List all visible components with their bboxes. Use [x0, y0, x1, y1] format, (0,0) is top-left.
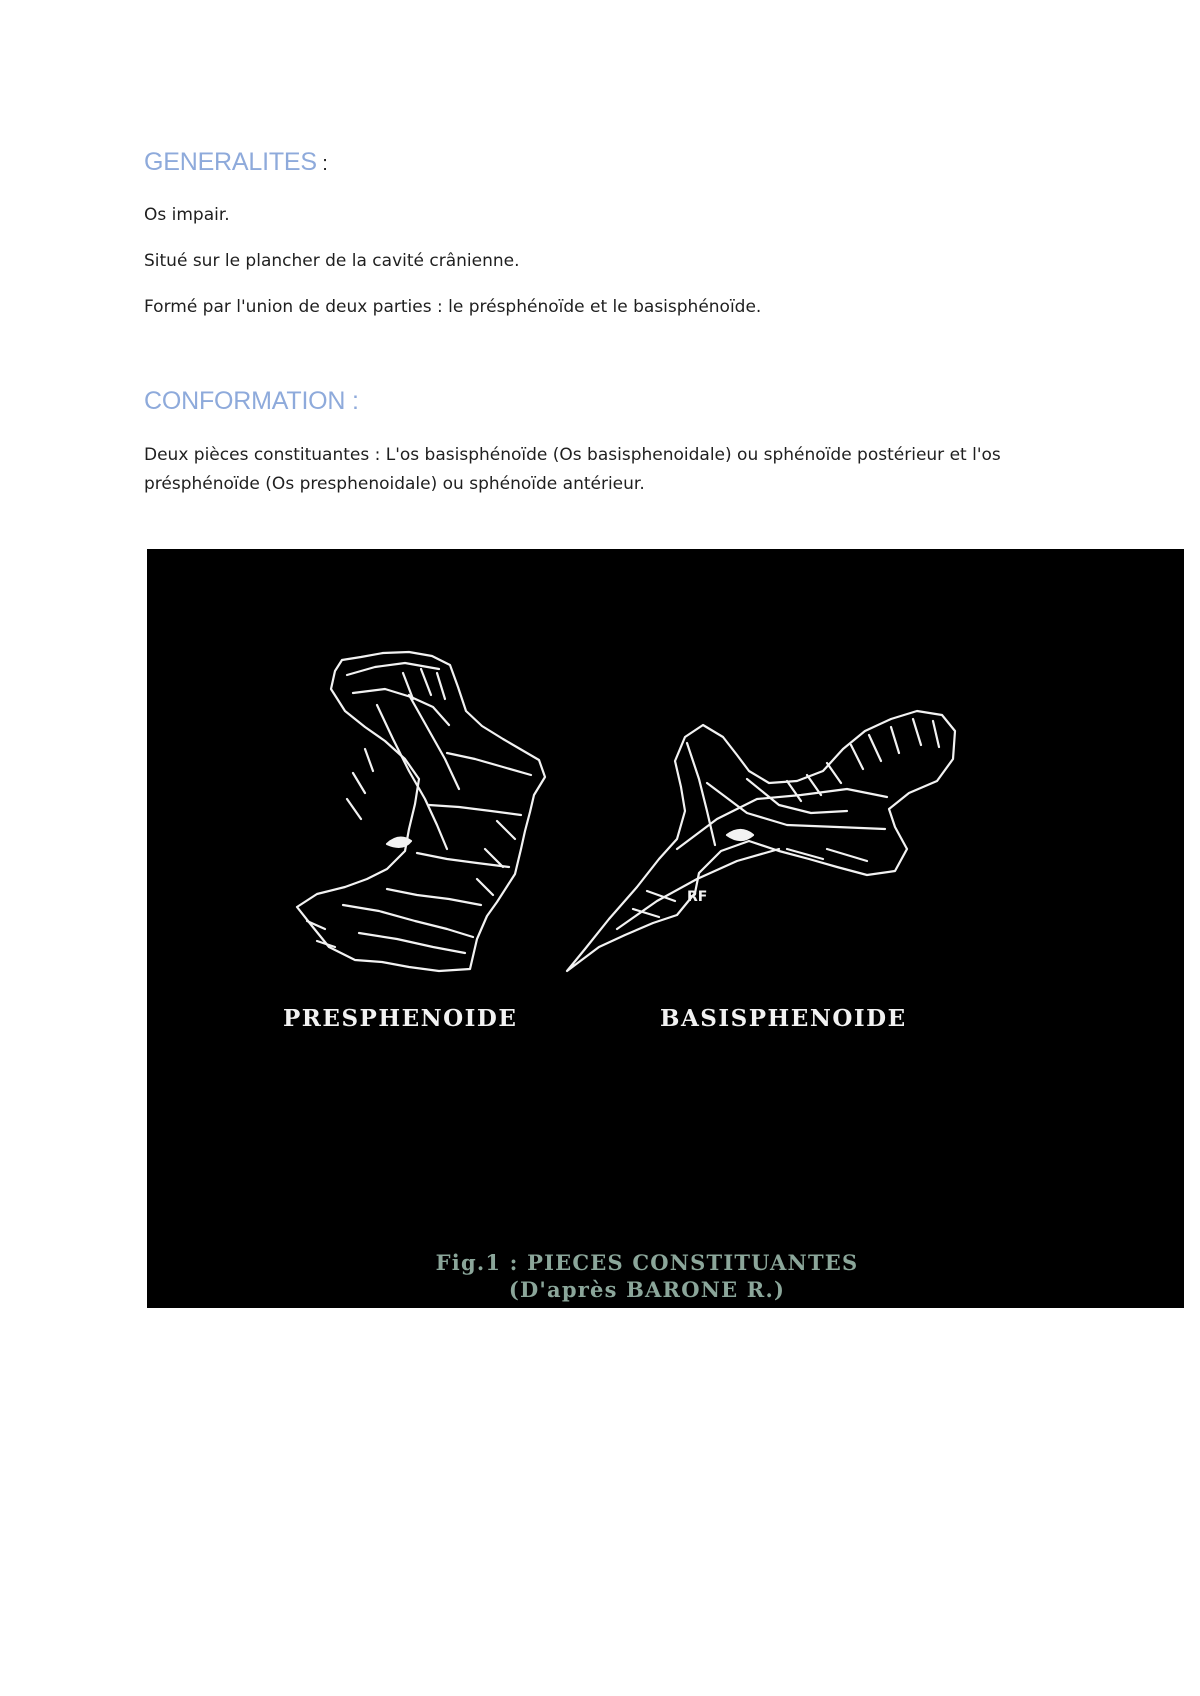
- heading-generalites: [144, 148, 328, 177]
- heading-conformation-text: CONFORMATION: [144, 387, 346, 415]
- heading-generalites-colon: :: [316, 153, 328, 175]
- label-presphenoide: PRESPHENOIDE: [283, 1005, 518, 1032]
- label-basisphenoide: BASISPHENOIDE: [660, 1005, 907, 1032]
- paragraph-pieces-constituantes: Deux pièces constituantes : L'os basisphénoïde (Os basisphenoidale) ou sphénoïde postérieur et l'os présphénoïde (Os presphenoidale) ou sphénoïde antérieur.: [144, 445, 1001, 494]
- paragraph-situe: Situé sur le plancher de la cavité crânienne.: [144, 251, 520, 271]
- presphenoid-drawing: [297, 652, 545, 971]
- figure-pieces-constituantes: [147, 549, 1184, 1308]
- paragraph-os-impair: Os impair.: [144, 205, 230, 225]
- bone-annotation-rf: RF: [687, 889, 708, 905]
- figure-caption-source: (D'après BARONE R.): [508, 1277, 786, 1302]
- paragraph-forme: Formé par l'union de deux parties : le présphénoïde et le basisphénoïde.: [144, 297, 762, 317]
- heading-conformation: [144, 387, 359, 416]
- figure-caption-title: Fig.1 : PIECES CONSTITUANTES: [435, 1250, 859, 1275]
- heading-conformation-colon: :: [345, 387, 359, 415]
- basisphenoid-drawing: [567, 711, 955, 971]
- bone-illustration: [147, 549, 1184, 1308]
- heading-generalites-text: GENERALITES: [144, 148, 317, 176]
